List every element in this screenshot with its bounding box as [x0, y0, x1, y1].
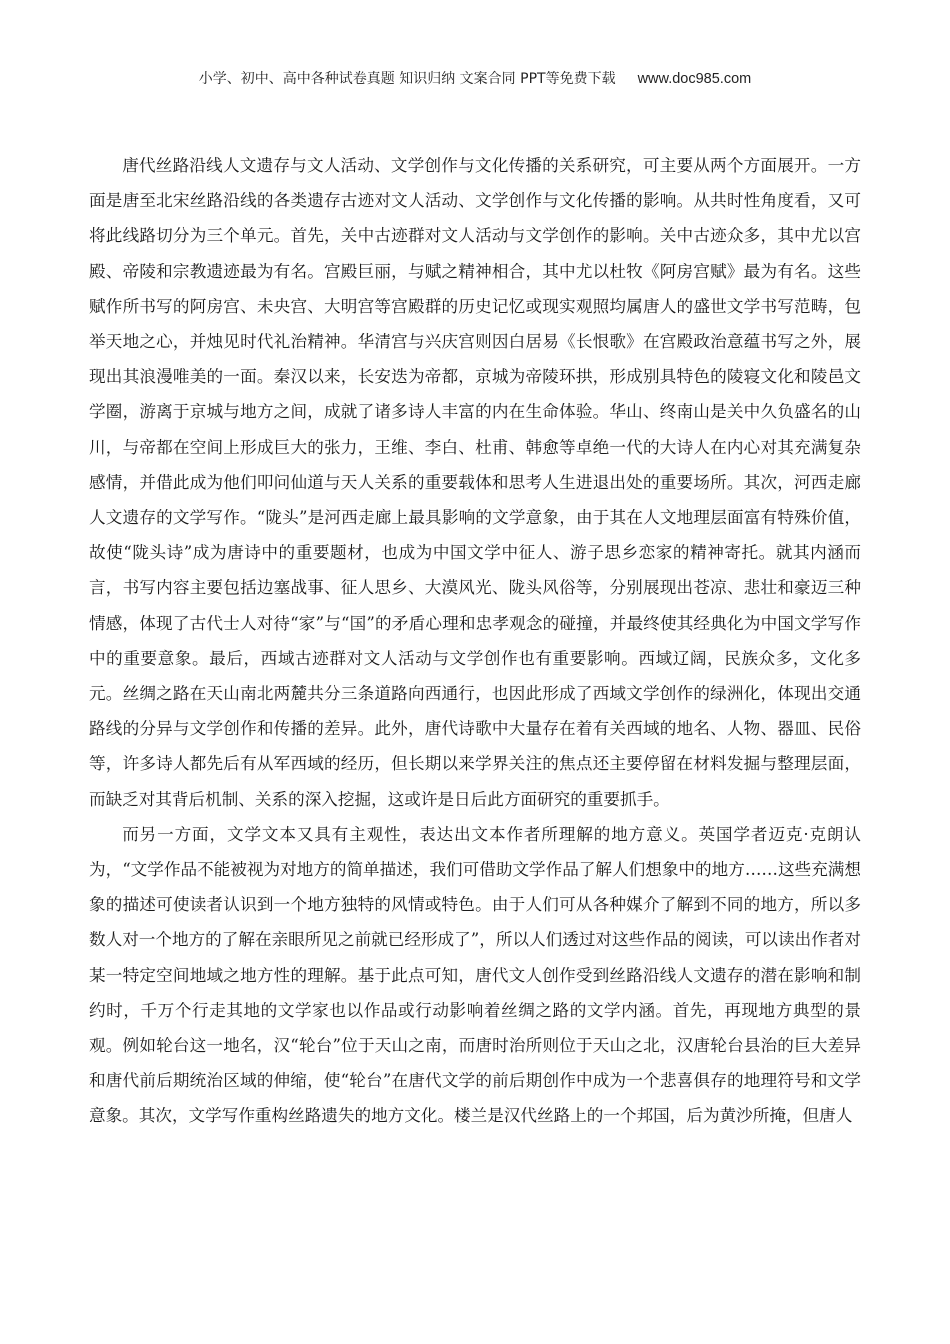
article-paragraph: 而另一方面，文学文本又具有主观性，表达出文本作者所理解的地方意义。英国学者迈克·克朗认为，“文学作品不能被视为对地方的简单描述，我们可借助文学作品了解人们想象中的地方……这些充满想象的描述可使读者认识到一个地方独特的风情或特色。由于人们可从各种媒介了解到不同的地方，所以多数人对一个地方的了解在亲眼所见之前就已经形成了”，所以人们透过对这些作品的阅读，可以读出作者对某一特定空间地域之地方性的理解。基于此点可知，唐代文人创作受到丝路沿线人文遗存的潜在影响和制约时，千万个行走其地的文学家也以作品或行动影响着丝绸之路的文学内涵。首先，再现地方典型的景观。例如轮台这一地名，汉“轮台”位于天山之南，而唐时治所则位于天山之北，汉唐轮台县治的巨大差异和唐代前后期统治区域的伸缩，使“轮台”在唐代文学的前后期创作中成为一个悲喜俱存的地理符号和文学意象。其次，文学写作重构丝路遗失的地方文化。楼兰是汉代丝路上的一个邦国，后为黄沙所掩，但唐人 — [89, 824, 861, 1126]
article-body — [89, 148, 861, 1134]
header-site-link[interactable]: www.doc985.com — [637, 71, 752, 87]
page-header — [0, 68, 950, 88]
header-text: 小学、初中、高中各种试卷真题 知识归纳 文案合同 PPT等免费下载 — [198, 71, 616, 87]
article-paragraph: 唐代丝路沿线人文遗存与文人活动、文学创作与文化传播的关系研究，可主要从两个方面展开。一方面是唐至北宋丝路沿线的各类遗存古迹对文人活动、文学创作与文化传播的影响。从共时性角度看，又可将此线路切分为三个单元。首先，关中古迹群对文人活动与文学创作的影响。关中古迹众多，其中尤以宫殿、帝陵和宗教遗迹最为有名。宫殿巨丽，与赋之精神相合，其中尤以杜牧《阿房宫赋》最为有名。这些赋作所书写的阿房宫、未央宫、大明宫等宫殿群的历史记忆或现实观照均属唐人的盛世文学书写范畴，包举天地之心，并烛见时代礼治精神。华清宫与兴庆宫则因白居易《长恨歌》在宫殿政治意蕴书写之外，展现出其浪漫唯美的一面。秦汉以来，长安迭为帝都，京城为帝陵环拱，形成别具特色的陵寝文化和陵邑文学圈，游离于京城与地方之间，成就了诸多诗人丰富的内在生命体验。华山、终南山是关中久负盛名的山川，与帝都在空间上形成巨大的张力，王维、李白、杜甫、韩愈等卓绝一代的大诗人在内心对其充满复杂感情，并借此成为他们叩问仙道与天人关系的重要载体和思考人生进退出处的重要场所。其次，河西走廊人文遗存的文学写作。“陇头”是河西走廊上最具影响的文学意象，由于其在人文地理层面富有特殊价值，故使“陇头诗”成为唐诗中的重要题材，也成为中国文学中征人、游子思乡恋家的精神寄托。就其内涵而言，书写内容主要包括边塞战事、征人思乡、大漠风光、陇头风俗等，分别展现出苍凉、悲壮和豪迈三种情感，体现了古代士人对待“家”与“国”的矛盾心理和忠孝观念的碰撞，并最终使其经典化为中国文学写作中的重要意象。最后，西域古迹群对文人活动与文学创作也有重要影响。西域辽阔，民族众多，文化多元。丝绸之路在天山南北两麓共分三条道路向西通行，也因此形成了西域文学创作的绿洲化，体现出交通路线的分异与文学创作和传播的差异。此外，唐代诗歌中大量存在着有关西域的地名、人物、器皿、民俗等，许多诗人都先后有从军西域的经历，但长期以来学界关注的焦点还主要停留在材料发掘与整理层面，而缺乏对其背后机制、关系的深入挖掘，这或许是日后此方面研究的重要抓手。 — [89, 156, 861, 809]
